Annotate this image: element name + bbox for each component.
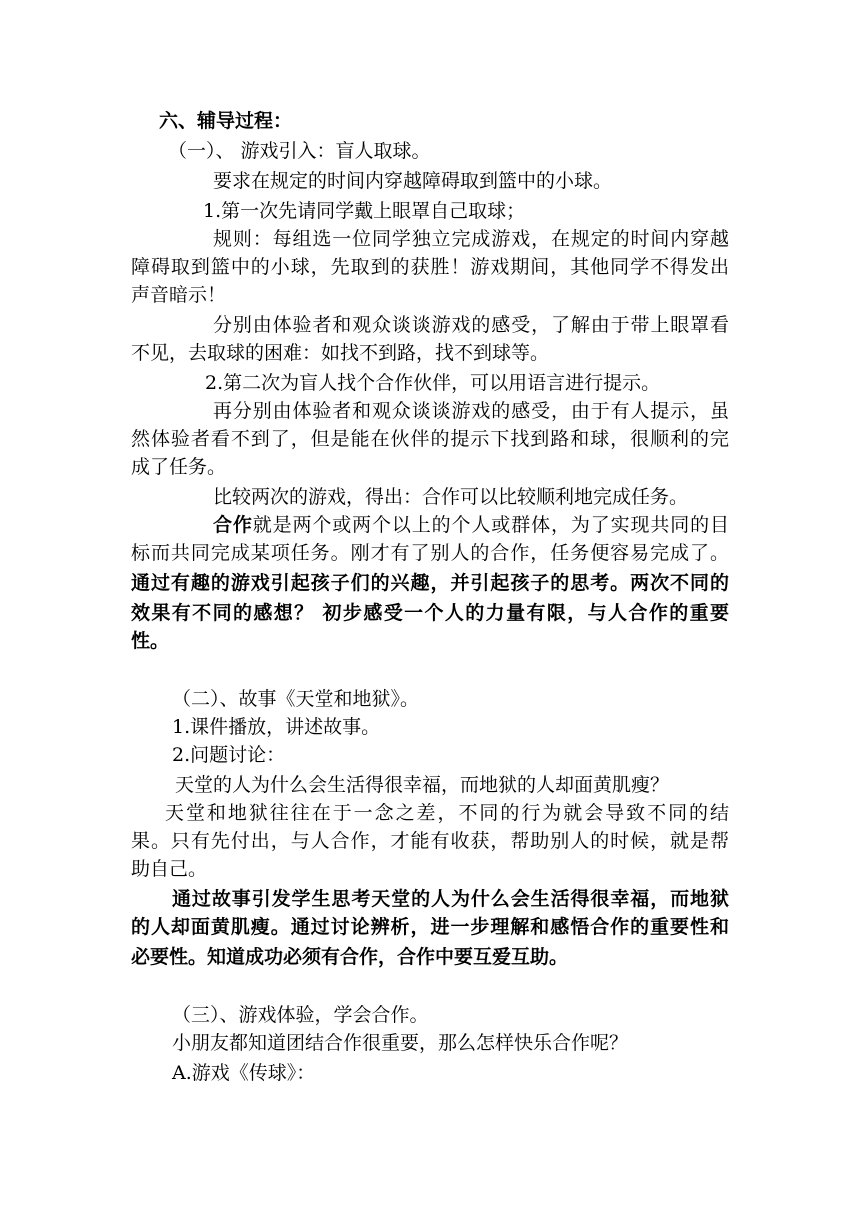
summary1-line-3: 性。 <box>131 630 170 652</box>
rule-line-1: 规则：每组选一位同学独立完成游戏，在规定的时间内穿越 <box>213 228 729 250</box>
section1-heading: （一）、 游戏引入：盲人取球。 <box>168 140 431 162</box>
section1-paragraph: 要求在规定的时间内穿越障碍取到篮中的小球。 <box>213 170 613 192</box>
section3-paragraph: 小朋友都知道团结合作很重要，那么怎样快乐合作呢？ <box>172 1032 629 1054</box>
rule-line-2: 障碍取到篮中的小球，先取到的获胜！游戏期间，其他同学不得发出 <box>131 256 729 278</box>
share1-line-2: 不见，去取球的困难：如找不到路，找不到球等。 <box>131 342 550 364</box>
definition-line-2: 标而共同完成某项任务。刚才有了别人的合作，任务便容易完成了。 <box>131 542 729 564</box>
section-title: 六、辅导过程： <box>159 110 293 132</box>
definition-text: 就是两个或两个以上的个人或群体，为了实现共同的目 <box>252 514 729 536</box>
summary1-line-2: 效果有不同的感想？ 初步感受一个人的力量有限，与人合作的重要 <box>131 602 729 624</box>
summary2-line-1: 通过故事引发学生思考天堂的人为什么会生活得很幸福，而地狱 <box>172 888 729 910</box>
section1-step2: 2.第二次为盲人找个合作伙伴，可以用语言进行提示。 <box>205 372 661 394</box>
share2-line-2: 然体验者看不到了，但是能在伙伴的提示下找到路和球，很顺利的完 <box>131 428 729 450</box>
definition-term: 合作 <box>213 514 253 536</box>
answer-line-2: 果。只有先付出，与人合作，才能有收获，帮助别人的时候，就是帮 <box>131 830 729 852</box>
compare-line: 比较两次的游戏，得出：合作可以比较顺利地完成任务。 <box>213 486 689 508</box>
definition-line-1 <box>213 512 729 538</box>
share2-line-1: 再分别由体验者和观众谈谈游戏的感受，由于有人提示，虽 <box>213 400 729 422</box>
rule-line-3: 声音暗示！ <box>131 284 227 306</box>
answer-line-3: 助自己。 <box>131 858 208 880</box>
section2-item2: 2.问题讨论： <box>172 744 286 766</box>
answer-line-1: 天堂和地狱往往在于一念之差，不同的行为就会导致不同的结 <box>165 802 729 824</box>
summary2-line-3: 必要性。知道成功必须有合作，合作中要互爱互助。 <box>131 946 569 968</box>
section3-heading: （三）、游戏体验，学会合作。 <box>172 1004 429 1026</box>
section1-step1: 1.第一次先请同学戴上眼罩自己取球； <box>203 200 526 222</box>
section2-question: 天堂的人为什么会生活得很幸福，而地狱的人却面黄肌瘦？ <box>175 774 670 796</box>
summary2-line-2: 的人却面黄肌瘦。通过讨论辨析，进一步理解和感悟合作的重要性和 <box>131 916 729 938</box>
section2-heading: （二）、故事《天堂和地狱》。 <box>172 688 420 710</box>
summary1-line-1: 通过有趣的游戏引起孩子们的兴趣，并引起孩子的思考。两次不同的 <box>131 572 729 594</box>
section3-itemA: A.游戏《传球》： <box>172 1062 316 1084</box>
share1-line-1: 分别由体验者和观众谈谈游戏的感受，了解由于带上眼罩看 <box>213 314 729 336</box>
share2-line-3: 成了任务。 <box>131 456 227 478</box>
section2-item1: 1.课件播放，讲述故事。 <box>172 716 381 738</box>
